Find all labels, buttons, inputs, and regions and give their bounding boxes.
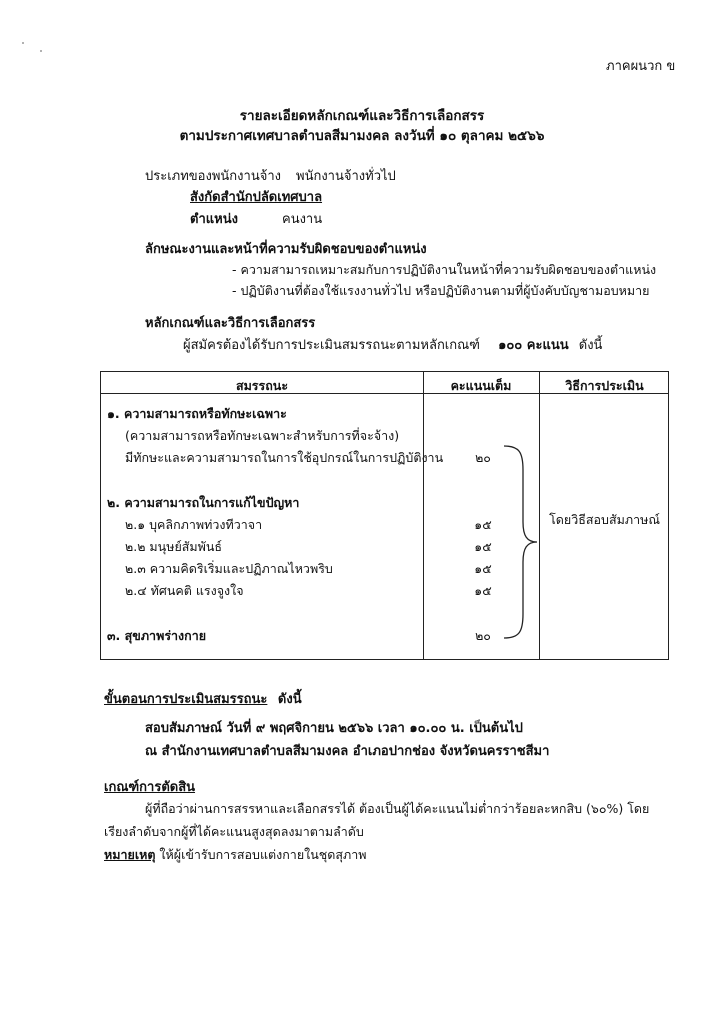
table-header-competency: สมรรถนะ	[235, 378, 289, 393]
duties-heading: ลักษณะงานและหน้าที่ความรับผิดชอบของตำแหน่ง	[145, 242, 427, 257]
duty-item-1: - ความสามารถเหมาะสมกับการปฏิบัติงานในหน้าที่ความรับผิดชอบของตำแหน่ง	[232, 262, 657, 277]
section-2-item-4-score: ๑๕	[474, 583, 492, 598]
note-text: ให้ผู้เข้ารับการสอบแต่งกายในชุดสุภาพ	[155, 847, 367, 862]
section-3-score: ๒๐	[475, 628, 491, 643]
position-value: คนงาน	[282, 212, 323, 227]
competency-table	[100, 371, 669, 660]
decision-line-1: ผู้ที่ถือว่าผ่านการสรรหาและเลือกสรรได้ ต้องเป็นผู้ได้คะแนนไม่ต่ำกว่าร้อยละหกสิบ (๖๐%) โดย	[145, 801, 650, 816]
scan-speck	[22, 42, 24, 44]
criteria-intro-text: ผู้สมัครต้องได้รับการประเมินสมรรถนะตามหลักเกณฑ์	[183, 338, 480, 353]
curly-brace-icon	[501, 442, 541, 642]
procedure-heading-suffix: ดังนี้	[277, 692, 302, 707]
decision-heading: เกณฑ์การตัดสิน	[104, 780, 196, 795]
decision-line-2: เรียงลำดับจากผู้ที่ได้คะแนนสูงสุดลงมาตามลำดับ	[104, 824, 364, 839]
section-2-item-1: ๒.๑ บุคลิกภาพท่วงทีวาจา	[125, 517, 263, 532]
employee-type-label: ประเภทของพนักงานจ้าง	[145, 169, 281, 184]
employee-type-value: พนักงานจ้างทั่วไป	[296, 169, 396, 184]
position-label: ตำแหน่ง	[190, 212, 238, 227]
section-2-item-4: ๒.๔ ทัศนคติ แรงจูงใจ	[125, 583, 244, 598]
section-2-item-2-score: ๑๕	[474, 539, 492, 554]
section-2-title: ๒. ความสามารถในการแก้ไขปัญหา	[107, 495, 300, 510]
criteria-total-score: ๑๐๐ คะแนน	[498, 338, 569, 353]
page-label: ภาคผนวก ข	[606, 59, 676, 74]
title-line-1: รายละเอียดหลักเกณฑ์และวิธีการเลือกสรร	[239, 108, 485, 124]
table-header-full-score: คะแนนเต็ม	[450, 378, 512, 393]
criteria-heading: หลักเกณฑ์และวิธีการเลือกสรร	[145, 316, 316, 331]
note-label: หมายเหตุ	[104, 847, 156, 862]
section-1-item: มีทักษะและความสามารถในการใช้อุปกรณ์ในการปฏิบัติงาน	[125, 450, 444, 465]
note	[104, 845, 367, 865]
section-1-note: (ความสามารถหรือทักษะเฉพาะสำหรับการที่จะจ้าง)	[125, 428, 400, 443]
procedure-heading-main: ขั้นตอนการประเมินสมรรถนะ	[104, 692, 268, 707]
division: สังกัดสำนักปลัดเทศบาล	[190, 190, 323, 205]
title-line-2: ตามประกาศเทศบาลตำบลสีมามงคล ลงวันที่ ๑๐ ตุลาคม ๒๕๖๖	[179, 128, 545, 144]
evaluation-method: โดยวิธีสอบสัมภาษณ์	[549, 512, 660, 527]
section-1-title: ๑. ความสามารถหรือทักษะเฉพาะ	[107, 406, 287, 421]
procedure-heading	[104, 688, 302, 709]
table-header-method: วิธีการประเมิน	[565, 378, 644, 393]
criteria-intro-suffix: ดังนี้	[578, 338, 603, 353]
section-2-item-2: ๒.๒ มนุษย์สัมพันธ์	[125, 539, 223, 554]
section-1-score: ๒๐	[475, 450, 491, 465]
section-2-item-3: ๒.๓ ความคิดริเริ่มและปฏิภาณไหวพริบ	[125, 561, 333, 576]
section-3-title: ๓. สุขภาพร่างกาย	[107, 628, 207, 643]
procedure-line-2: ณ สำนักงานเทศบาลตำบลสีมามงคล อำเภอปากช่อง จังหวัดนครราชสีมา	[145, 744, 550, 759]
scan-speck	[40, 50, 42, 52]
criteria-intro	[183, 334, 602, 355]
table-column-divider	[423, 372, 424, 659]
section-2-item-3-score: ๑๕	[474, 561, 492, 576]
duty-item-2: - ปฏิบัติงานที่ต้องใช้แรงงานทั่วไป หรือปฏิบัติงานตามที่ผู้บังคับบัญชามอบหมาย	[232, 283, 650, 298]
section-2-item-1-score: ๑๕	[474, 517, 492, 532]
procedure-line-1: สอบสัมภาษณ์ วันที่ ๙ พฤศจิกายน ๒๕๖๖ เวลา ๑๐.๐๐ น. เป็นต้นไป	[145, 721, 523, 736]
